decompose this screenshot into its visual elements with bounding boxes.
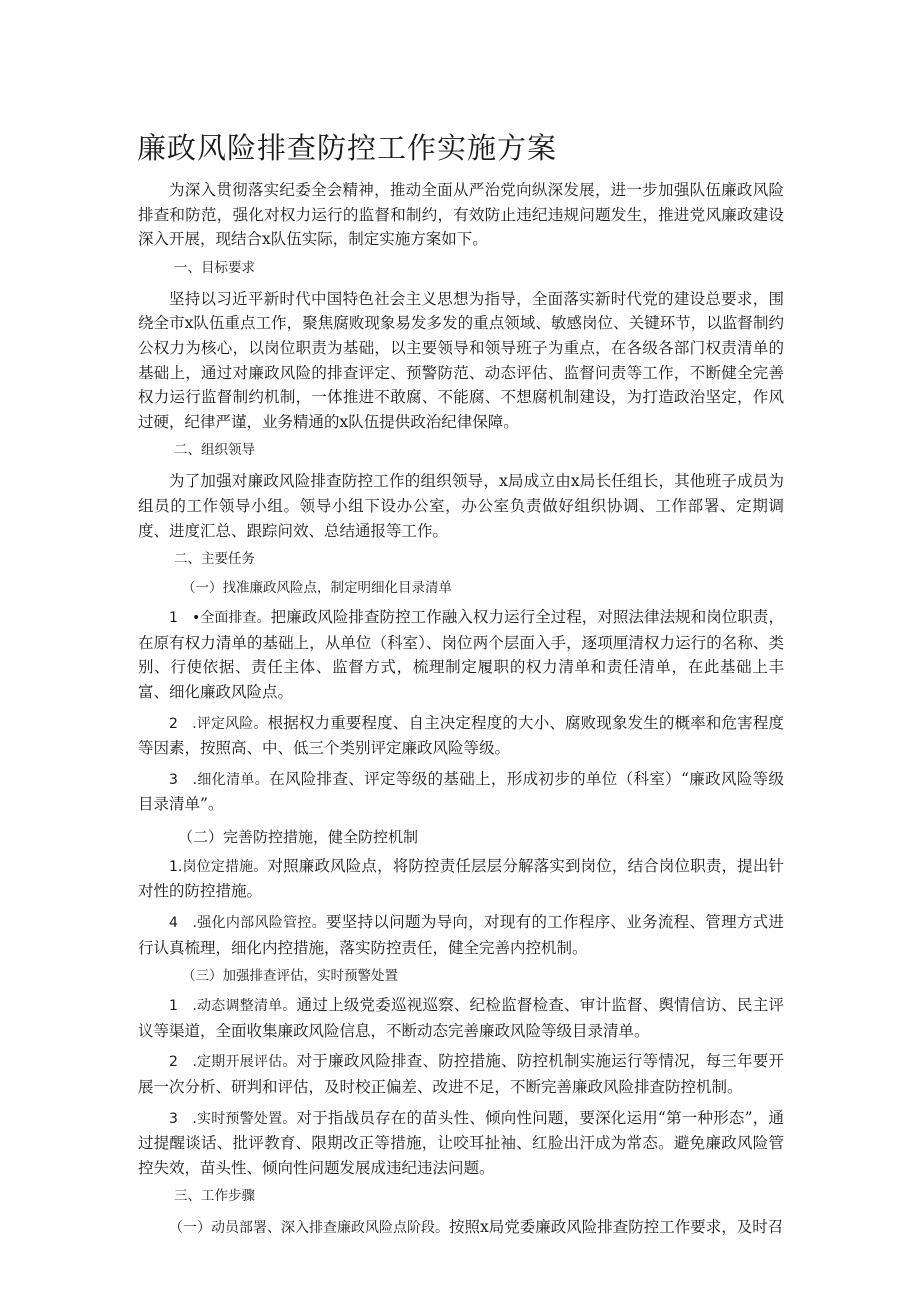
item-lead: 1 •全面排查。 bbox=[169, 610, 271, 627]
item-text: 根据权力重要程度、自主决定程度的大小、腐败现象发生的概率和危害程度等因素，按照高、中、低三个类别评定廉政风险等级。 bbox=[138, 713, 784, 758]
list-item bbox=[138, 711, 784, 761]
item-text: 按照x局党委廉政风险排查防控工作要求，及时召 bbox=[449, 1218, 784, 1237]
section-heading-goals: 一、目标要求 bbox=[174, 259, 255, 276]
list-item bbox=[138, 993, 784, 1043]
item-lead: 4 .强化内部风险管控。 bbox=[169, 915, 326, 932]
list-item bbox=[138, 910, 784, 960]
document-body bbox=[138, 178, 784, 1247]
subheading-assessment: （三）加强排查评估，实时预警处置 bbox=[182, 968, 398, 985]
item-lead: 3 .实时预警处置。 bbox=[169, 1110, 297, 1127]
list-item bbox=[138, 1106, 784, 1181]
item-text: 对于廉政风险排查、防控措施、防控机制实施运行等情况，每三年要开展一次分析、研判和评估，及时校正偏差、改进不足，不断完善廉政风险排查防控机制。 bbox=[138, 1052, 784, 1097]
section-heading-steps: 三、工作步骤 bbox=[174, 1188, 255, 1205]
item-text: 对于指战员存在的苗头性、倾向性问题，要深化运用“第一种形态”，通过提醒谈话、批评教育、限期改正等措施，让咬耳扯袖、红脸出汗成为常态。避免廉政风险管控失效，苗头性、倾向性问题发展成违纪违法问题。 bbox=[138, 1108, 784, 1177]
goals-paragraph: 坚持以习近平新时代中国特色社会主义思想为指导，全面落实新时代党的建设总要求，围绕全市x队伍重点工作，聚焦腐败现象易发多发的重点领域、敏感岗位、关键环节，以监督制约公权力为核心，以岗位职责为基础，以主要领导和领导班子为重点，在各级各部门权责清单的基础上，通过对廉政风险的排查评定、预警防范、动态评估、监督问责等工作，不断健全完善权力运行监督制约机制，一体推进不敢腐、不能腐、不想腐机制建设，为打造政治坚定，作风过硬，纪律严谨，业务精通的x队伍提供政治纪律保障。 bbox=[138, 289, 784, 431]
leadership-paragraph: 为了加强对廉政风险排查防控工作的组织领导，x局成立由x局长任组长，其他班子成员为组员的工作领导小组。领导小组下设办公室，办公室负责做好组织协调、工作部署、定期调度、进度汇总、跟踪问效、总结通报等工作。 bbox=[138, 472, 784, 540]
list-item bbox=[138, 1215, 784, 1241]
subheading-prevention-measures: （二）完善防控措施，健全防控机制 bbox=[178, 827, 419, 846]
item-text: 对照廉政风险点，将防控责任层层分解落实到岗位，结合岗位职责，提出针对性的防控措施。 bbox=[138, 856, 784, 901]
item-text: 通过上级党委巡视巡察、纪检监督检查、审计监督、舆情信访、民主评议等渠道，全面收集廉政风险信息，不断动态完善廉政风险等级目录清单。 bbox=[138, 996, 784, 1040]
document-title: 廉政风险排查防控工作实施方案 bbox=[137, 131, 558, 165]
item-lead: 3 .细化清单。 bbox=[169, 771, 270, 788]
item-text: 要坚持以问题为导向，对现有的工作程序、业务流程、管理方式进行认真梳理，细化内控措施，落实防控责任，健全完善内控机制。 bbox=[138, 913, 784, 957]
list-item bbox=[138, 854, 784, 904]
list-item bbox=[138, 605, 784, 704]
section-heading-leadership: 二、组织领导 bbox=[174, 442, 255, 459]
subheading-identify-risks: （一）找准廉政风险点，制定明细化目录清单 bbox=[182, 580, 452, 597]
intro-paragraph: 为深入贯彻落实纪委全会精神，推动全面从严治党向纵深发展，进一步加强队伍廉政风险排查和防范，强化对权力运行的监督和制约，有效防止违纪违规问题发生，推进党风廉政建设深入开展，现结合x队伍实际，制定实施方案如下。 bbox=[138, 181, 784, 249]
list-item bbox=[138, 767, 784, 817]
item-lead: 1.岗位定措施。 bbox=[169, 858, 268, 875]
list-item bbox=[138, 1049, 784, 1099]
item-lead: 2 .评定风险。 bbox=[169, 715, 268, 732]
item-lead: 1 .动态调整清单。 bbox=[169, 998, 297, 1015]
item-lead: 2 .定期开展评估。 bbox=[169, 1054, 297, 1071]
section-heading-tasks: 二、主要任务 bbox=[174, 551, 255, 568]
item-text: 把廉政风险排查防控工作融入权力运行全过程，对照法律法规和岗位职责，在原有权力清单的基础上，从单位（科室）、岗位两个层面入手，逐项厘清权力运行的名称、类别、行使依据、责任主体、监督方式，梳理制定履职的权力清单和责任清单，在此基础上丰富、细化廉政风险点。 bbox=[138, 608, 784, 701]
item-text: 在风险排查、评定等级的基础上，形成初步的单位（科室）“廉政风险等级目录清单”。 bbox=[138, 769, 784, 814]
item-lead: （一）动员部署、深入排查廉政风险点阶段。 bbox=[169, 1220, 449, 1237]
